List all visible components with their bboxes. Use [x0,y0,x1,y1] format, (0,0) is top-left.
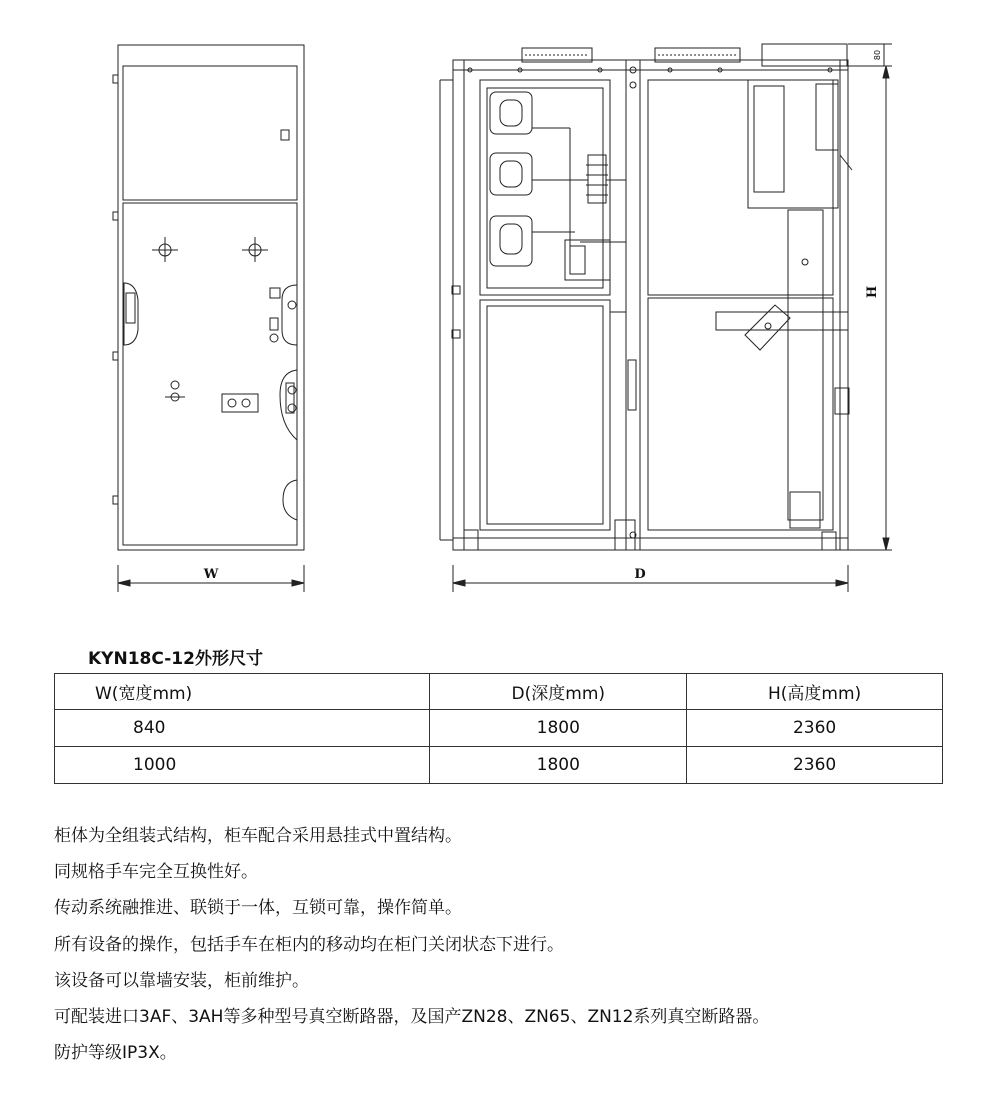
column-header-height: H(高度mm) [687,674,943,710]
cell-width: 1000 [55,747,430,784]
table-header-row [55,674,943,710]
feature-item: 所有设备的操作，包括手车在柜内的移动均在柜门关闭状态下进行。 [54,934,564,955]
table-row [55,710,943,747]
dimension-table [54,673,943,784]
cell-depth: 1800 [430,747,687,784]
column-header-width: W(宽度mm) [55,674,430,710]
feature-item: 传动系统融推进、联锁于一体，互锁可靠，操作简单。 [54,898,462,919]
feature-item: 可配装进口3AF、3AH等多种型号真空断路器，及国产ZN28、ZN65、ZN12系列真空断路器。 [54,1006,770,1027]
feature-list [54,818,769,1071]
side-view [440,44,892,592]
feature-item: 该设备可以靠墙安装，柜前维护。 [54,970,309,991]
feature-item: 同规格手车完全互换性好。 [54,862,258,883]
table-row [55,747,943,784]
front-view [113,45,304,592]
height-dimension-label: H [865,285,880,299]
spec-title: KYN18C-12外形尺寸 [88,649,263,669]
cell-height: 2360 [687,747,943,784]
cell-height: 2360 [687,710,943,747]
column-header-depth: D(深度mm) [430,674,687,710]
top-offset-dimension-label: 80 [873,49,882,61]
width-dimension-label: W [203,567,219,582]
feature-item: 防护等级IP3X。 [54,1043,177,1064]
cell-depth: 1800 [430,710,687,747]
feature-item: 柜体为全组装式结构，柜车配合采用悬挂式中置结构。 [54,826,462,846]
cell-width: 840 [55,710,430,747]
depth-dimension-label: D [634,567,646,582]
